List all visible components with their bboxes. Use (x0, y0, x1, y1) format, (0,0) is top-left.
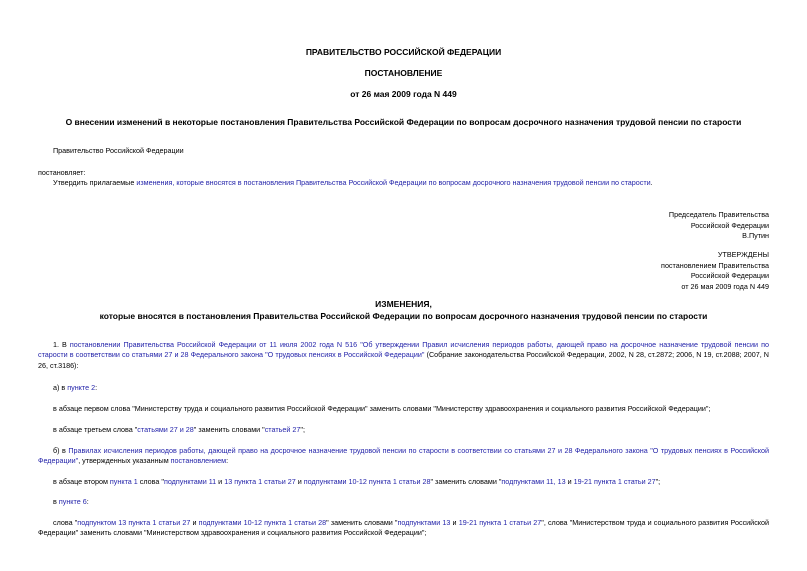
subparagraph-a-third: в абзаце третьем слова "статьями 27 и 28" заменить словами "статьей 27"; (53, 425, 305, 434)
point-1-link[interactable]: пункта 1 (109, 477, 138, 486)
signature-name: В.Путин (742, 231, 769, 240)
date-heading: от 26 мая 2009 года N 449 (350, 89, 457, 99)
subpoints-19-21-link[interactable]: 19-21 пункта 1 статьи 27 (573, 477, 656, 486)
approved-by: постановлением Правительства (661, 260, 769, 270)
resolution-link[interactable]: постановлением (170, 456, 227, 466)
signature-block (669, 210, 769, 242)
subpoint-13-article-27-link[interactable]: подпунктом 13 пункта 1 статьи 27 (77, 518, 191, 527)
doc-type-heading: ПОСТАНОВЛЕНИЕ (364, 68, 443, 78)
signature-position: Председатель Правительства (668, 210, 769, 219)
changes-title: ИЗМЕНЕНИЯ, (375, 299, 432, 309)
subparagraph-b: б) в Правилах исчисления периодов работы, дающей право на досрочное назначение трудовой пенсии по старости в соответствии со статьями 27 и 28 Федерального закона "О трудовых пенсиях в Российской Федерации", утвержденных указанным постановлением: (38, 446, 769, 466)
preamble-approve: Утвердить прилагаемые изменения, которые вносятся в постановления Правительства Российской Федерации по вопросам досрочного назначения трудовой пенсии по старости. (53, 178, 653, 187)
subparagraph-a: а) в пункте 2: (53, 383, 98, 392)
document-title: О внесении изменений в некоторые постановления Правительства Российской Федерации по вопросам досрочного назначения трудовой пенсии по старости (65, 117, 742, 127)
article-27-link[interactable]: статьей 27 (264, 425, 301, 434)
resolution-516-link[interactable]: постановлении Правительства Российской Федерации от 11 июля 2002 года N 516 "Об утверждении Правил исчисления периодов работы, дающей право на досрочное назначение трудовой пенсии по старости в соответствии со статьями 27 и 28 Федерального закона "О трудовых пенсиях в Российской Федерации" (38, 340, 769, 360)
approved-changes-link[interactable]: изменения, которые вносятся в постановления Правительства Российской Федерации по вопросам досрочного назначения трудовой пенсии по старости (136, 178, 651, 187)
point-2-link[interactable]: пункте 2 (67, 383, 96, 392)
approved-date: от 26 мая 2009 года N 449 (681, 281, 769, 291)
preamble-subject: Правительство Российской Федерации (53, 146, 184, 155)
subpoints-11-13-link[interactable]: подпунктами 11, 13 (501, 477, 566, 486)
paragraph-1: 1. В постановлении Правительства Российской Федерации от 11 июля 2002 года N 516 "Об утверждении Правил исчисления периодов работы, дающей право на досрочное назначение трудовой пенсии по старости в соответствии со статьями 27 и 28 Федерального закона "О трудовых пенсиях в Российской Федерации" (Собрание законодательства Российской Федерации, 2002, N 28, ст.2872; 2006, N 19, ст.2088; 2007, N 26, ст.3186): (38, 340, 769, 370)
preamble-decides: постановляет: (38, 168, 86, 177)
subpoints-11-link[interactable]: подпунктами 11 (163, 477, 217, 486)
articles-27-28-link[interactable]: статьями 27 и 28 (137, 425, 194, 434)
point-6-intro: в пункте 6: (53, 497, 89, 506)
signature-country: Российской Федерации (690, 220, 769, 230)
approved-country: Российской Федерации (690, 271, 769, 280)
subparagraph-b-second: в абзаце втором пункта 1 слова "подпунктами 11 и 13 пункта 1 статьи 27 и подпунктами 10-12 пункта 1 статьи 28" заменить словами "подпунктами 11, 13 и 19-21 пункта 1 статьи 27"; (53, 477, 661, 486)
subpoints-19-21-article-27-link[interactable]: 19-21 пункта 1 статьи 27 (458, 518, 542, 527)
approved-label: УТВЕРЖДЕНЫ (717, 250, 769, 259)
rules-link[interactable]: Правилах исчисления периодов работы, дающей право на досрочное назначение трудовой пенсии по старости в соответствии со статьями 27 и 28 Федерального закона "О трудовых пенсиях в Российской Федерации" (38, 446, 769, 466)
government-heading: ПРАВИТЕЛЬСТВО РОССИЙСКОЙ ФЕДЕРАЦИИ (305, 47, 502, 57)
point-6-link[interactable]: пункте 6 (58, 497, 87, 506)
subpoints-10-12-link[interactable]: подпунктами 10-12 пункта 1 статьи 28 (303, 477, 431, 486)
point-6-text: слова "подпунктом 13 пункта 1 статьи 27 и подпунктами 10-12 пункта 1 статьи 28" заменить словами "подпунктами 13 и 19-21 пункта 1 статьи 27", слова "Министерством труда и социального развития Российской Федерации" заменить словами "Министерством здравоохранения и социального развития Российской Федерации"; (38, 518, 770, 538)
subpoint-13-link[interactable]: 13 пункта 1 статьи 27 (224, 477, 296, 486)
changes-subtitle: которые вносятся в постановления Правительства Российской Федерации по вопросам досрочного назначения трудовой пенсии по старости (99, 311, 708, 321)
subpoints-13-link[interactable]: подпунктами 13 (397, 518, 451, 527)
subpoints-10-12-article-28-link[interactable]: подпунктами 10-12 пункта 1 статьи 28 (198, 518, 327, 527)
subparagraph-a-first: в абзаце первом слова "Министерству труда и социального развития Российской Федерации" заменить словами "Министерству здравоохранения и социального развития Российской Федерации"; (53, 404, 711, 413)
approved-block (661, 250, 769, 292)
